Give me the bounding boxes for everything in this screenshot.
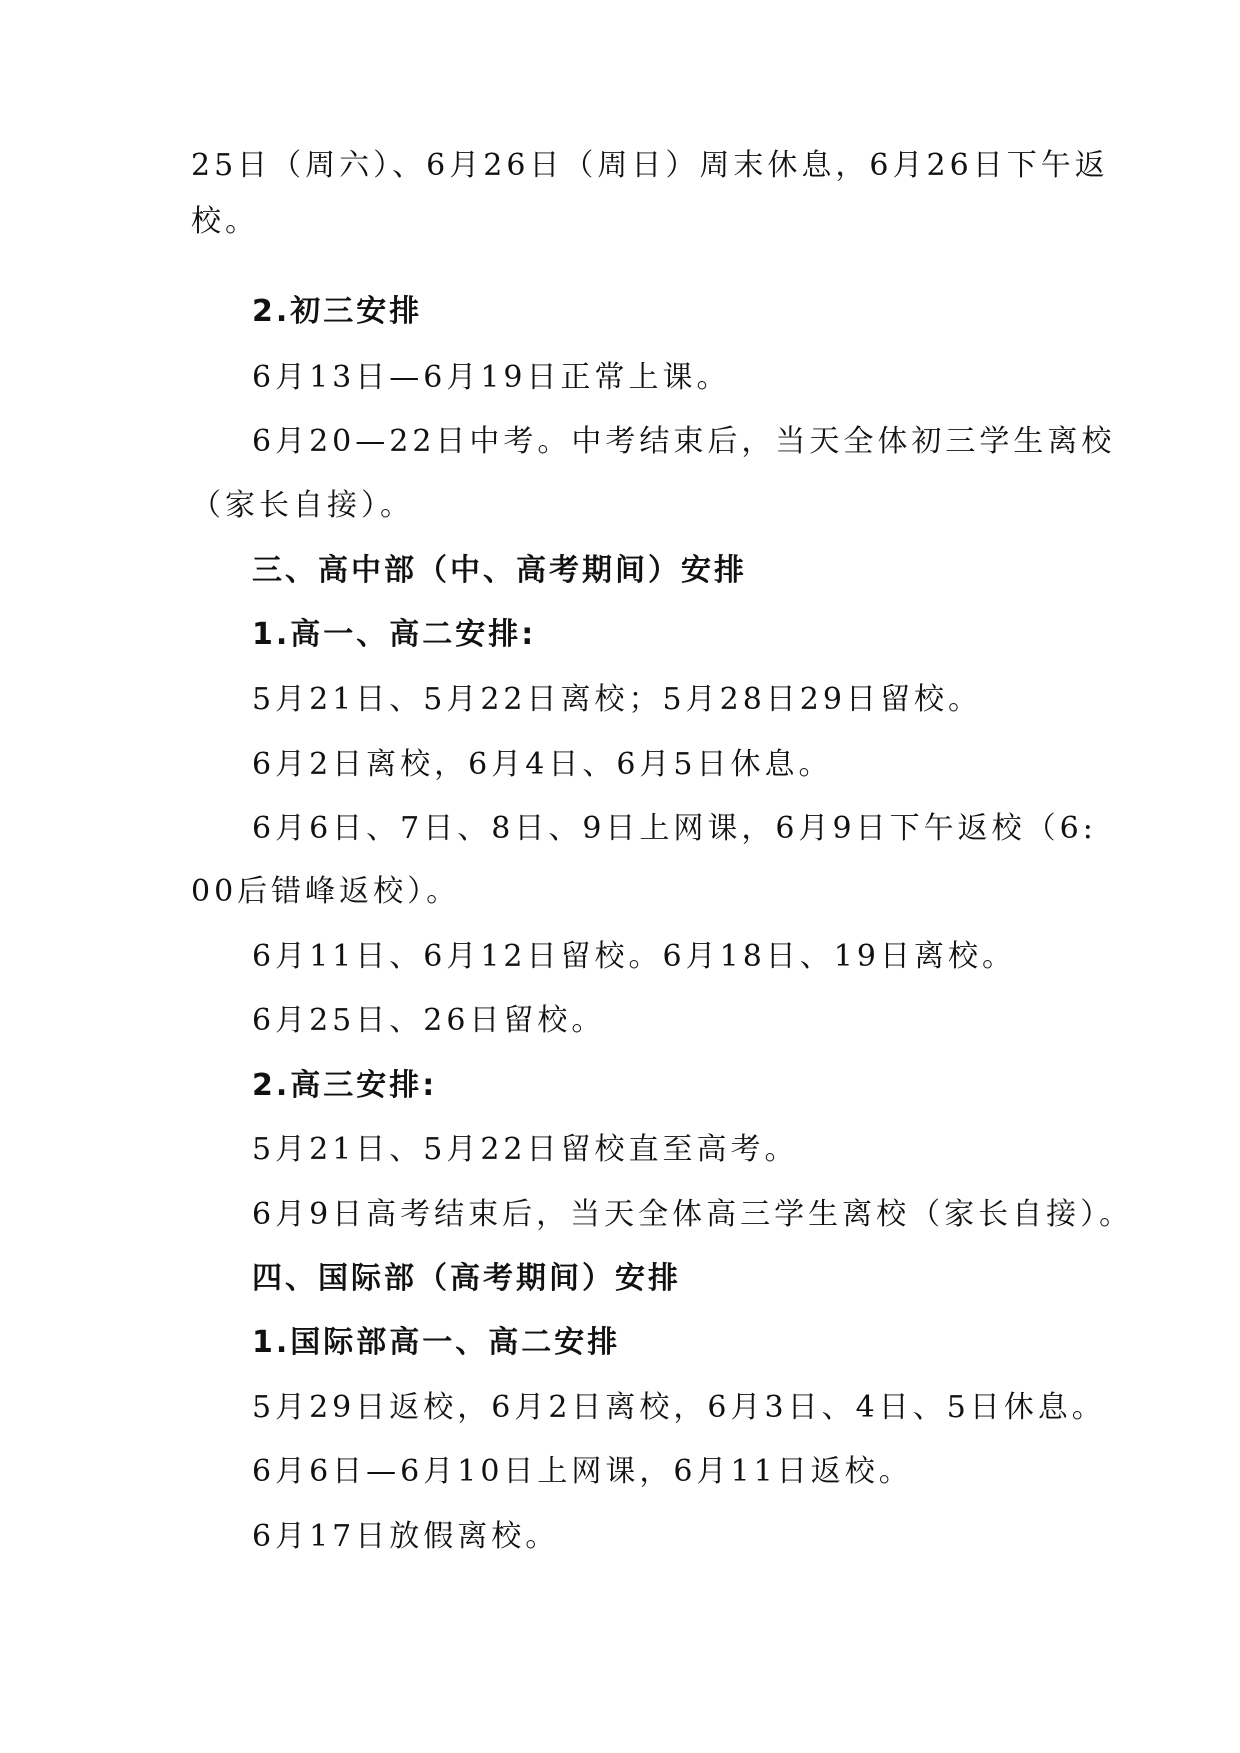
section-heading: 四、国际部（高考期间）安排 [252, 1261, 681, 1296]
paragraph-line: 5月21日、5月22日离校；5月28日29日留校。 [252, 682, 982, 717]
paragraph-line: 6月2日离校，6月4日、6月5日休息。 [252, 747, 833, 782]
subheading: 2.高三安排: [252, 1068, 438, 1103]
subheading: 2.初三安排 [252, 294, 423, 329]
paragraph-line: 5月29日返校，6月2日离校，6月3日、4日、5日休息。 [252, 1390, 1106, 1425]
subheading: 1.国际部高一、高二安排 [252, 1325, 621, 1360]
paragraph-line: 6月11日、6月12日留校。6月18日、19日离校。 [252, 939, 1016, 974]
paragraph-line: 6月6日—6月10日上网课，6月11日返校。 [252, 1454, 913, 1489]
paragraph-line: 校。 [191, 204, 259, 239]
paragraph-line: 6月9日高考结束后，当天全体高三学生离校（家长自接）。 [252, 1197, 1134, 1232]
paragraph-line: 00后错峰返校）。 [191, 874, 461, 909]
paragraph-line: （家长自接）。 [191, 488, 414, 523]
paragraph-line: 6月13日—6月19日正常上课。 [252, 360, 731, 395]
paragraph-line: 5月21日、5月22日留校直至高考。 [252, 1132, 799, 1167]
paragraph-line: 6月17日放假离校。 [252, 1519, 560, 1554]
section-heading: 三、高中部（中、高考期间）安排 [252, 553, 747, 588]
subheading: 1.高一、高二安排: [252, 617, 537, 652]
paragraph-line: 6月6日、7日、8日、9日上网课，6月9日下午返校（6: [252, 811, 1097, 846]
paragraph-line: 6月25日、26日留校。 [252, 1003, 606, 1038]
paragraph-line: 6月20—22日中考。中考结束后，当天全体初三学生离校 [252, 424, 1116, 459]
paragraph-line: 25日（周六）、6月26日（周日）周末休息，6月26日下午返 [191, 148, 1109, 183]
